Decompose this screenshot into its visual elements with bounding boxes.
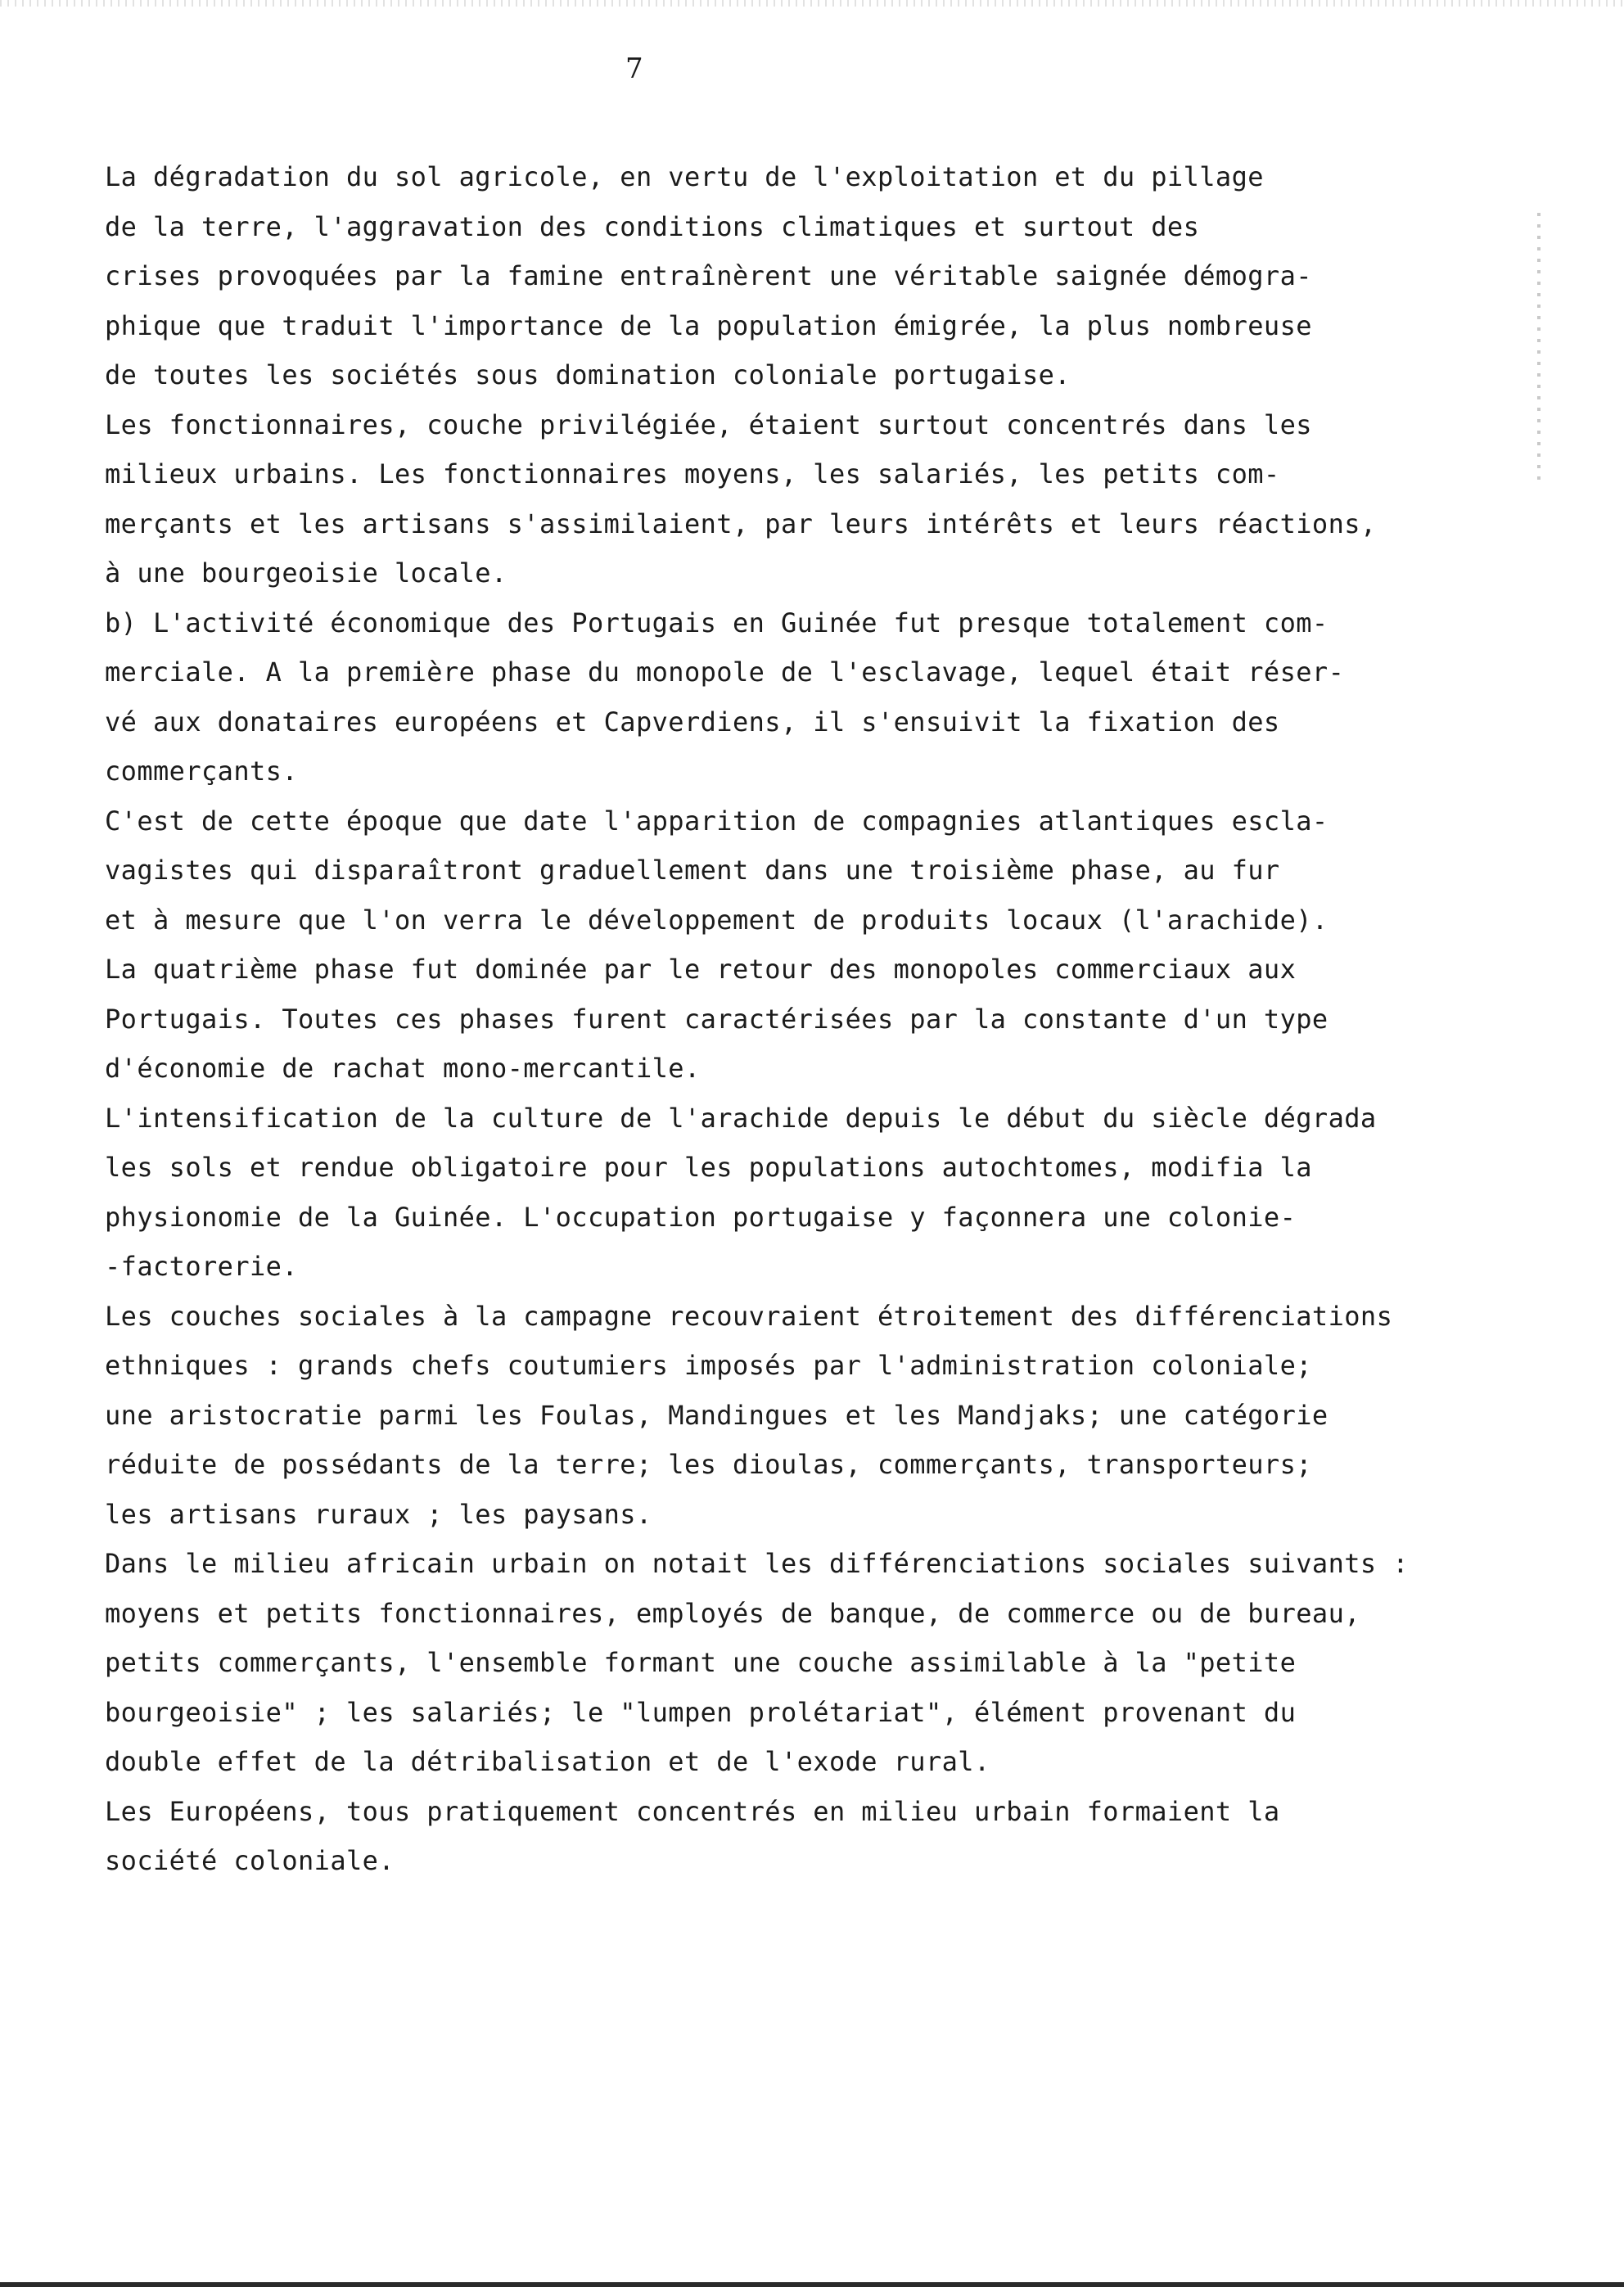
text-line: L'intensification de la culture de l'arachide depuis le début du siècle dégrada bbox=[105, 1102, 1377, 1134]
text-line: Les Européens, tous pratiquement concentrés en milieu urbain formaient la bbox=[105, 1795, 1280, 1827]
text-line: b) L'activité économique des Portugais en Guinée fut presque totalement com- bbox=[105, 607, 1329, 638]
text-line: phique que traduit l'importance de la population émigrée, la plus nombreuse bbox=[105, 309, 1312, 341]
text-line: merçants et les artisans s'assimilaient, par leurs intérêts et leurs réactions, bbox=[105, 508, 1377, 539]
text-line: double effet de la détribalisation et de l'exode rural. bbox=[105, 1746, 990, 1777]
text-line: les artisans ruraux ; les paysans. bbox=[105, 1498, 652, 1530]
text-line: à une bourgeoisie locale. bbox=[105, 557, 508, 589]
text-line: Dans le milieu africain urbain on notait les différenciations sociales suivants : bbox=[105, 1548, 1409, 1579]
text-line: La dégradation du sol agricole, en vertu de l'exploitation et du pillage bbox=[105, 161, 1264, 192]
text-line: Les couches sociales à la campagne recouvraient étroitement des différenciations bbox=[105, 1300, 1393, 1332]
text-line: de la terre, l'aggravation des conditions climatiques et surtout des bbox=[105, 210, 1200, 242]
bottom-scan-edge bbox=[0, 2282, 1624, 2287]
text-line: La quatrième phase fut dominée par le retour des monopoles commerciaux aux bbox=[105, 954, 1297, 985]
text-line: moyens et petits fonctionnaires, employés de banque, de commerce ou de bureau, bbox=[105, 1597, 1360, 1629]
text-line: ethniques : grands chefs coutumiers imposés par l'administration coloniale; bbox=[105, 1350, 1312, 1381]
text-line: C'est de cette époque que date l'apparition de compagnies atlantiques escla- bbox=[105, 805, 1329, 837]
text-line: commerçants. bbox=[105, 756, 298, 787]
text-line: physionomie de la Guinée. L'occupation portugaise y façonnera une colonie- bbox=[105, 1201, 1297, 1233]
text-line: Les fonctionnaires, couche privilégiée, étaient surtout concentrés dans les bbox=[105, 408, 1312, 440]
text-line: les sols et rendue obligatoire pour les populations autochtomes, modifia la bbox=[105, 1152, 1312, 1183]
text-line: milieux urbains. Les fonctionnaires moyens, les salariés, les petits com- bbox=[105, 458, 1280, 490]
text-line: vagistes qui disparaîtront graduellement dans une troisième phase, au fur bbox=[105, 855, 1280, 886]
text-line: une aristocratie parmi les Foulas, Mandingues et les Mandjaks; une catégorie bbox=[105, 1399, 1329, 1431]
text-line: merciale. A la première phase du monopole de l'esclavage, lequel était réser- bbox=[105, 656, 1345, 688]
text-line: crises provoquées par la famine entraînèrent une véritable saignée démogra- bbox=[105, 260, 1312, 291]
page-number: 7 bbox=[625, 52, 643, 85]
scan-edge-artifact bbox=[0, 0, 1624, 7]
text-line: Portugais. Toutes ces phases furent caractérisées par la constante d'un type bbox=[105, 1003, 1329, 1035]
text-line: d'économie de rachat mono-mercantile. bbox=[105, 1053, 701, 1084]
text-line: réduite de possédants de la terre; les dioulas, commerçants, transporteurs; bbox=[105, 1449, 1312, 1480]
text-line: société coloniale. bbox=[105, 1845, 395, 1876]
body-text bbox=[105, 152, 1431, 1886]
text-line: vé aux donataires européens et Capverdiens, il s'ensuivit la fixation des bbox=[105, 706, 1280, 738]
margin-scan-mark bbox=[1537, 213, 1541, 483]
text-line: -factorerie. bbox=[105, 1251, 298, 1282]
text-line: bourgeoisie" ; les salariés; le "lumpen prolétariat", élément provenant du bbox=[105, 1696, 1297, 1728]
text-line: de toutes les sociétés sous domination coloniale portugaise. bbox=[105, 359, 1071, 390]
text-line: et à mesure que l'on verra le développement de produits locaux (l'arachide). bbox=[105, 904, 1329, 936]
text-line: petits commerçants, l'ensemble formant une couche assimilable à la "petite bbox=[105, 1647, 1297, 1678]
